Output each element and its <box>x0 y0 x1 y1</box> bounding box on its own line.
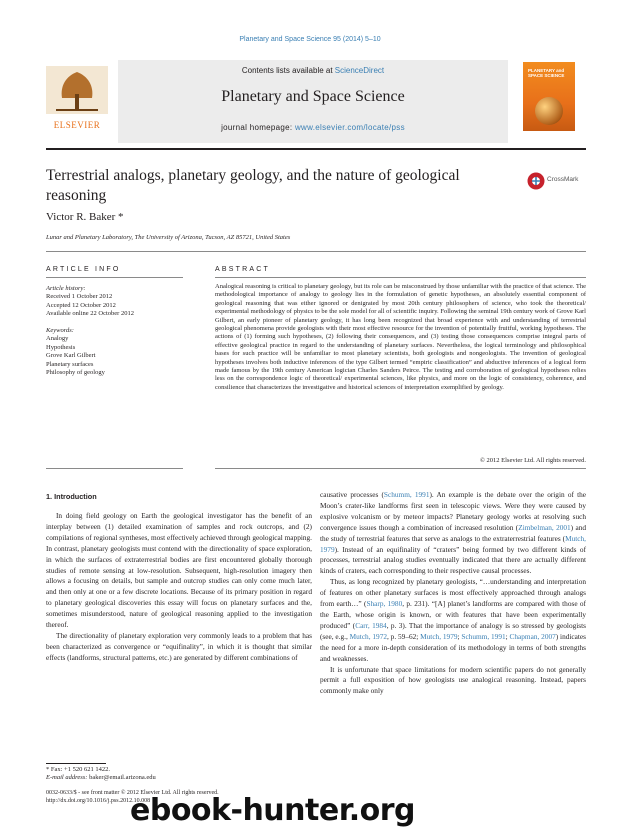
article-info-rule <box>46 277 183 278</box>
citation-link[interactable]: Schumm, 1991 <box>461 631 506 641</box>
cover-title: PLANETARY and SPACE SCIENCE <box>528 68 565 78</box>
citation-link[interactable]: Schumm, 1991 <box>383 490 430 499</box>
email-label: E-mail address: <box>46 774 88 781</box>
citation-link[interactable]: Mutch, 1979 <box>320 533 586 554</box>
section-heading-introduction: 1. Introduction <box>46 492 97 501</box>
keywords-label: Keywords: <box>46 327 74 334</box>
text-run: ; <box>505 631 510 641</box>
text-run: ) indicates the need for a more in-depth consideration of its methodology in terms of both strengths and weaknesses. <box>320 631 586 663</box>
journal-cover-image <box>523 62 575 131</box>
footnote-fax: * Fax: +1 520 621 1422. <box>46 766 110 773</box>
text-run: Thus, as long recognized by planetary geologists, “…understanding and interpretation of features on other planetary surfaces is most effectively approached through analogs from earth…” ( <box>320 577 586 609</box>
publisher-name: ELSEVIER <box>53 120 101 130</box>
body-paragraph <box>320 490 586 577</box>
contents-prefix: Contents lists available at <box>241 66 335 75</box>
body-column-left <box>46 511 312 664</box>
issn-line: 0032-0633/$ - see front matter © 2012 Elsevier Ltd. All rights reserved. <box>46 790 219 796</box>
citation-link[interactable]: Carr, 1984 <box>355 620 387 630</box>
text-run: ). An example is the debate over the origin of the Moon’s crater-like landforms first seen in telescopic views. Were they were caused by explosive volcanism or by meteor impacts? Planetary geology works at resolving such convergence issues though a combination of increased resolution ( <box>320 490 587 532</box>
text-run: ). Instead of an equifinality of “craters” being formed by two different kinds of processes, terrestrial analog studies eventually indicated that there are actually different kinds of craters, each corresponding to their respective causal processes. <box>320 544 586 576</box>
watermark-text: ebook-hunter.org <box>130 793 415 828</box>
homepage-prefix: journal homepage: <box>221 123 295 132</box>
journal-reference[interactable]: Planetary and Space Science 95 (2014) 5–10 <box>239 36 381 43</box>
header-rule <box>46 148 586 150</box>
abstract-heading: ABSTRACT <box>215 266 270 273</box>
article-history <box>46 285 186 319</box>
article-info-heading: ARTICLE INFO <box>46 266 121 273</box>
text-run: ) and the study of terrestrial features that serve as analogs to the extraterrestrial features ( <box>320 522 586 543</box>
citation-link[interactable]: Mutch, 1979 <box>420 631 458 641</box>
doi-link[interactable]: http://dx.doi.org/10.1016/j.pss.2012.10.008 <box>46 797 151 804</box>
journal-title: Planetary and Space Science <box>221 88 405 105</box>
keyword-item: Hypothesis <box>46 343 76 351</box>
body-paragraph: In doing field geology on Earth the geological investigator has the benefit of an interplay between (1) detailed examination of samples and rock outcrops, and (2) compilations of regional syntheses, most effectively achieved through geological mapping. In contrast, planetary geologists must contend with the directionality of space exploration, in which the surfaces of extraterrestrial bodies are first encountered globally thorough studies of remote sensing at low-resolution. Subsequent, high-resolution imagery then allows a focusing on details, but sample and outcrop studies can only come much later, and then only at one or a few discrete locations. Because of its primary position in regard to planetary geological discoveries this essay will focus on planetary surfaces and the, sometimes misunderstood, nature of geological reasoning applied to the investigation thereof. <box>46 511 312 630</box>
crossmark-badge[interactable] <box>527 170 587 192</box>
text-run: , p. 3). That the importance of analogy is so stressed by geologists (see, e.g., <box>320 620 586 641</box>
crossmark-icon <box>527 172 545 190</box>
article-info-bottom-rule <box>46 468 183 469</box>
sciencedirect-link[interactable]: ScienceDirect <box>334 66 385 75</box>
body-paragraph: The directionality of planetary exploration very commonly leads to a problem that has been characterized as convergence or “equifinality”, in which it is thought that similar effects (landforms, structural patterns, etc.) are generated by different combinations of <box>46 630 312 662</box>
history-received: Received 1 October 2012 <box>46 293 113 301</box>
history-accepted: Accepted 12 October 2012 <box>46 301 116 309</box>
abstract-copyright: © 2012 Elsevier Ltd. All rights reserved. <box>479 457 586 464</box>
keyword-item: Planetary surfaces <box>46 360 94 368</box>
citation-link[interactable]: Chapman, 2007 <box>509 631 556 641</box>
crossmark-label: CrossMark <box>547 176 579 183</box>
keyword-item: Grove Karl Gilbert <box>46 352 96 360</box>
author-affiliation: Lunar and Planetary Laboratory, The University of Arizona, Tucson, AZ 85721, United States <box>46 234 291 241</box>
citation-link[interactable]: Mutch, 1972 <box>349 631 387 641</box>
cover-planet-graphic <box>535 97 563 125</box>
journal-homepage <box>118 123 508 132</box>
citation-link[interactable]: Zimbelman, 2001 <box>518 522 571 532</box>
text-run: , p. 231). “[A] planet’s landforms are compared with those of the Earth, whose origin is known, or with features that have been experimentally produced” ( <box>320 599 586 630</box>
text-run: , p. 59–62; <box>387 631 421 641</box>
contents-line <box>118 66 508 75</box>
abstract-bottom-rule <box>215 468 586 469</box>
author-name[interactable]: Victor R. Baker * <box>46 211 124 223</box>
body-paragraph <box>320 577 586 664</box>
keywords-list <box>46 327 186 377</box>
text-run: causative processes ( <box>320 490 384 499</box>
keyword-item: Analogy <box>46 335 69 343</box>
abstract-body: Analogical reasoning is critical to planetary geology, but its role can be misconstrued by those unfamiliar with the practice of that science. The methodological importance of analogy to geology lies in the formulation of genetic hypotheses, an absolutely essential component of geological reasoning that was either ignored or denigrated by most 20th century philosophers of science, who took the theoretical/ experimental methodology of physics to be the sole model for all of scientific inquiry. Following the seminal 19th century work of Grove Karl Gilbert, an early pioneer of planetary geology, it has long been recognized that broad experience with and understanding of terrestrial geological phenomena provide geologists with their most effective resource for the invention of potentially fruitful, working hypotheses. The actions of (1) forming such hypotheses, (2) following their consequences, and (3) testing those consequences comprise integral parts of effective geological practice in regard to the understanding of planetary surfaces. Nevertheless, the logical terminology and philosophical bases for such practice will be unfamiliar to most planetary scientists, both geologists and nongeologists. The invention of geological hypotheses involves both inductive inferences of the type Gilbert termed “empiric classification” and abductive inferences of a logical form made famous by the 19th century American logician Charles Sanders Peirce. The testing and corroboration of geological hypotheses relies less on the correspondence logic of theoretical/ experimental sciences, like physics, and more on the logic of consistency, coherence, and consilience that characterizes the investigative and historical sciences of interpretation exemplified by geology. <box>215 283 586 391</box>
text-run: ; <box>457 631 462 641</box>
history-label: Article history: <box>46 285 86 292</box>
body-paragraph: It is unfortunate that space limitations for modern scientific papers do not generally permit a full exposition of how geologists use analogical reasoning. Instead, papers commonly make only <box>320 664 586 696</box>
article-title: Terrestrial analogs, planetary geology, and the nature of geological reasoning <box>46 167 460 204</box>
history-online: Available online 22 October 2012 <box>46 310 134 318</box>
body-column-right <box>320 490 586 697</box>
citation-link[interactable]: Sharp, 1980 <box>366 599 403 609</box>
footnote <box>46 766 156 782</box>
title-rule <box>46 251 586 252</box>
keyword-item: Philosophy of geology <box>46 369 105 377</box>
footnote-rule <box>46 763 106 764</box>
abstract-rule <box>215 277 586 278</box>
homepage-link[interactable]: www.elsevier.com/locate/pss <box>294 123 405 132</box>
author-email[interactable]: baker@email.arizona.edu <box>89 774 156 781</box>
elsevier-logo <box>46 66 108 128</box>
